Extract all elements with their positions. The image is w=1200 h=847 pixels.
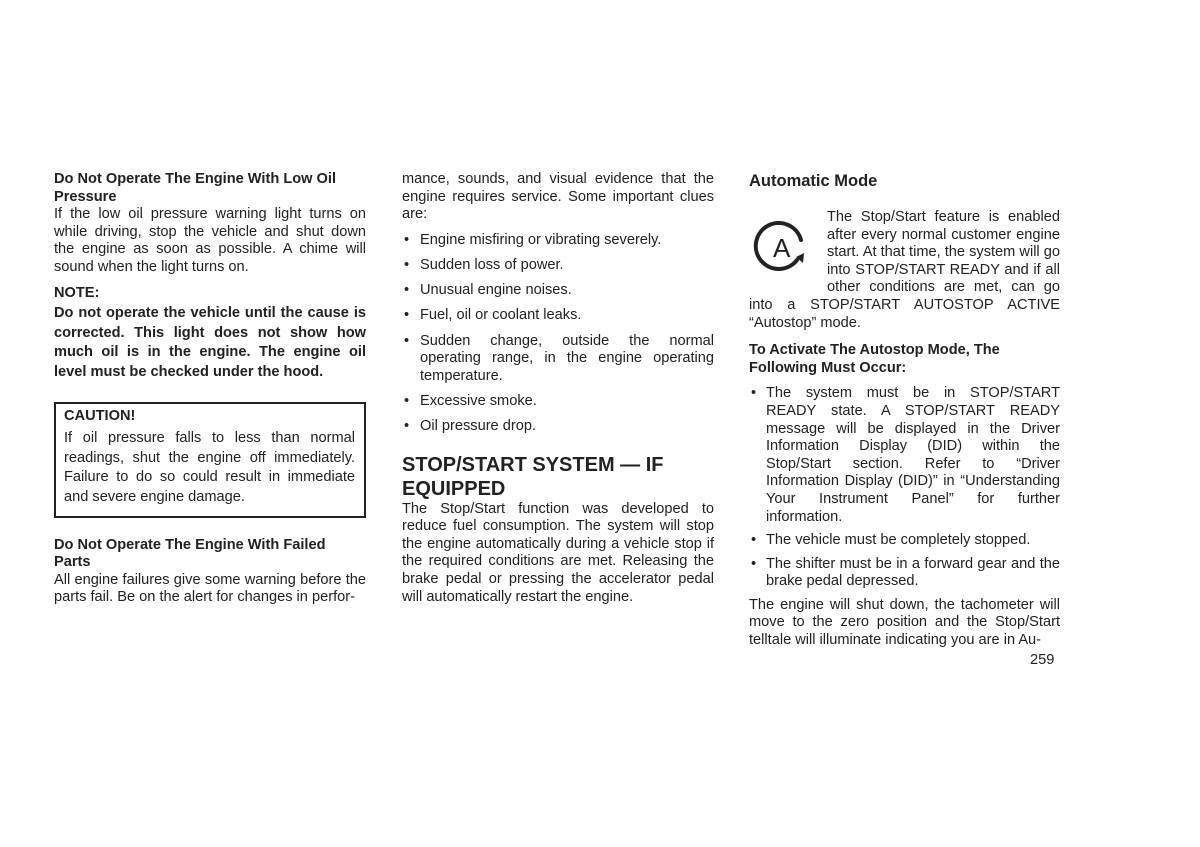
note-text: Do not operate the vehicle until the cause is corrected. This light does not show how much oil is in the engine. The engine oil level must be checked under the hood. (54, 305, 366, 380)
list-item: • The system must be in STOP/START READY state. A STOP/START READY message will be displayed in the Driver Information Display (DID) within the Stop/Start section. Refer to “Driver Information Display (DID)” in “Understanding Your Instrument Panel” for further information. (749, 385, 1060, 526)
heading-low-oil-pressure: Do Not Operate The Engine With Low Oil Pressure (54, 171, 337, 205)
list-item: • The vehicle must be completely stopped. (749, 532, 1060, 550)
automatic-mode-intro (749, 209, 1060, 332)
list-item: • Excessive smoke. (402, 393, 714, 411)
list-item: • Unusual engine noises. (402, 282, 714, 300)
list-item: • Fuel, oil or coolant leaks. (402, 307, 714, 325)
heading-failed-parts: Do Not Operate The Engine With Failed Parts (54, 536, 326, 571)
column-left (54, 171, 366, 607)
caution-box (54, 402, 366, 518)
paragraph-clues: mance, sounds, and visual evidence that the engine requires service. Some important clues are: (402, 171, 714, 223)
section-title-stop-start: STOP/START SYSTEM — IF EQUIPPED (402, 453, 664, 500)
list-item: • Sudden change, outside the normal operating range, in the engine operating temperature. (402, 333, 714, 386)
autostop-intro-text: The Stop/Start feature is enabled after every normal customer engine start. At that time, the system will go into STOP/START READY and if all other conditions are met, can go into a STOP/START AUTOSTOP ACTIVE “Autostop” mode. (749, 209, 1060, 331)
column-middle (402, 171, 714, 606)
activate-conditions-list (749, 385, 1060, 591)
automatic-mode-title: Automatic Mode (749, 172, 878, 190)
activate-heading: To Activate The Autostop Mode, The Following Must Occur: (749, 342, 1000, 376)
page-number: 259 (1030, 652, 1055, 668)
paragraph-stop-start: The Stop/Start function was developed to reduce fuel consumption. The system will stop the engine automatically during a vehicle stop if the required conditions are met. Releasing the brake pedal or pressing the accelerator pedal will automatically restart the engine. (402, 500, 714, 605)
paragraph-engine-shutdown: The engine will shut down, the tachometer will move to the zero position and the Stop/Start telltale will illuminate indicating you are in Au- (749, 596, 1060, 649)
autostop-icon (751, 215, 815, 279)
list-item: • Engine misfiring or vibrating severely. (402, 232, 714, 250)
caution-text: If oil pressure falls to less than normal readings, shut the engine off immediately. Failure to do so could result in immediate and severe engine damage. (64, 430, 355, 505)
paragraph-low-oil-pressure: If the low oil pressure warning light turns on while driving, stop the vehicle and shut down the engine as soon as possible. A chime will sound when the light turns on. (54, 206, 366, 275)
list-item: • Oil pressure drop. (402, 418, 714, 436)
paragraph-failed-parts: All engine failures give some warning before the parts fail. Be on the alert for changes in perfor- (54, 571, 366, 606)
clue-list (402, 232, 714, 436)
list-item: • Sudden loss of power. (402, 257, 714, 275)
column-right (749, 171, 1060, 650)
list-item: • The shifter must be in a forward gear and the brake pedal depressed. (749, 556, 1060, 591)
note-label: NOTE: (54, 284, 100, 301)
svg-text:A: A (773, 233, 791, 263)
caution-label: CAUTION! (64, 407, 136, 424)
